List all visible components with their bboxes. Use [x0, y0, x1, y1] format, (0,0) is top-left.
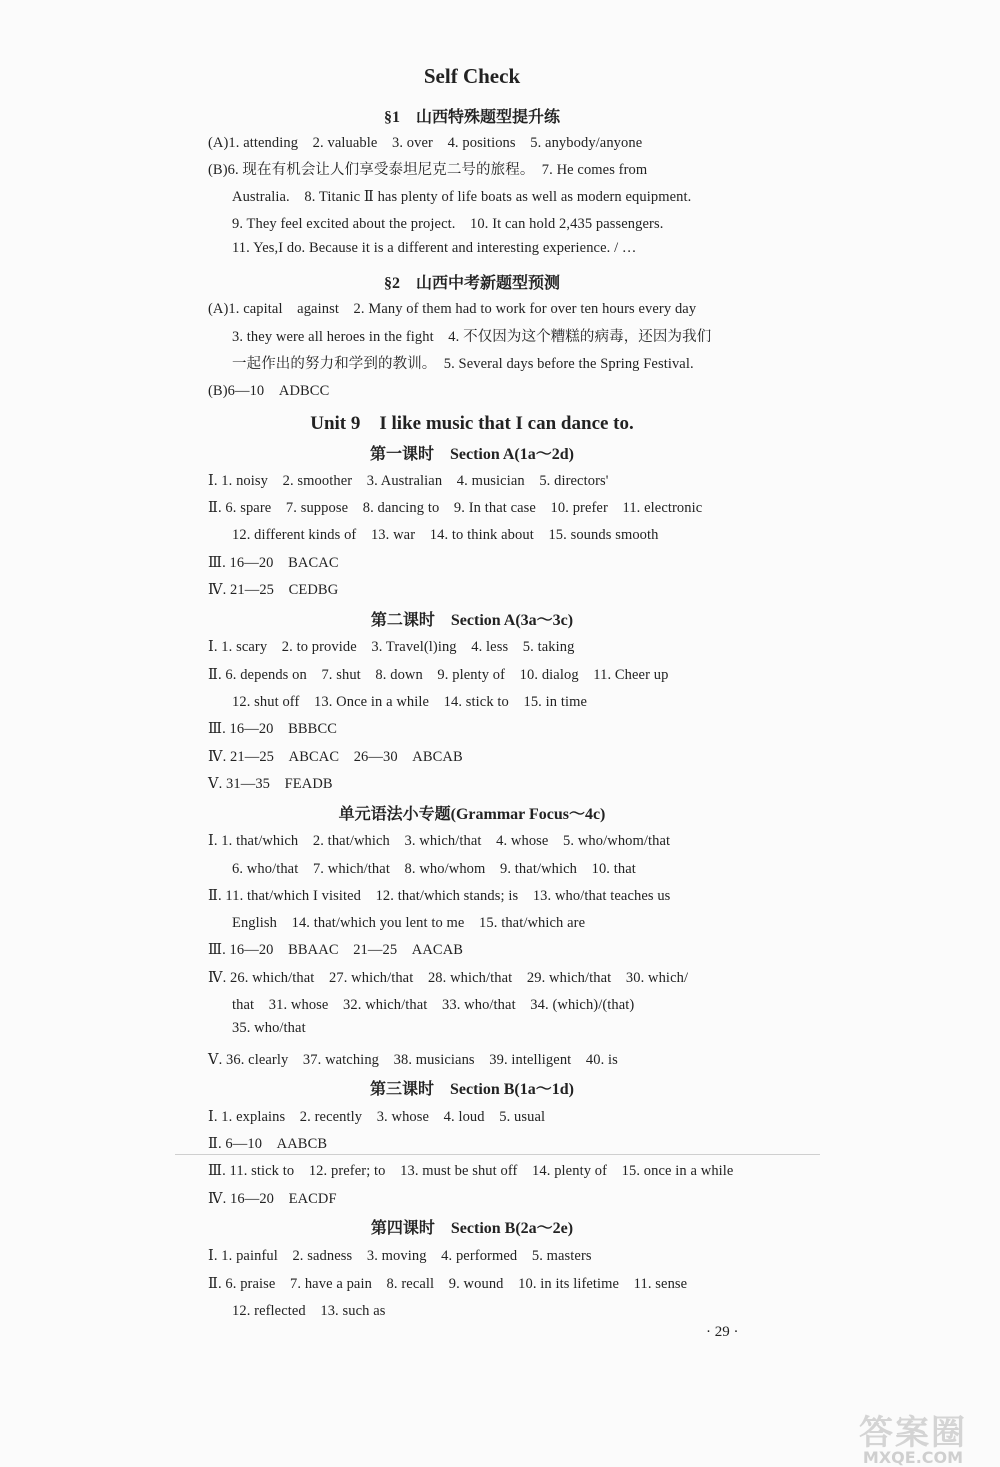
l1-line-1: Ⅰ. 1. noisy 2. smoother 3. Australian 4. musician 5. directors' — [208, 473, 609, 489]
l1-line-5: Ⅳ. 21—25 CEDBG — [208, 582, 339, 598]
watermark-logo: 答案圈 — [859, 1413, 967, 1453]
l3-line-1: Ⅰ. 1. explains 2. recently 3. whose 4. loud 5. usual — [208, 1109, 546, 1125]
s2-line-3: 一起作出的努力和学到的教训。 5. Several days before the Spring Festival. — [232, 356, 694, 372]
l1-line-3: 12. different kinds of 13. war 14. to think about 15. sounds smooth — [232, 527, 659, 543]
l2-line-6: Ⅴ. 31—35 FEADB — [208, 776, 333, 792]
s1-line-1: (A)1. attending 2. valuable 3. over 4. positions 5. anybody/anyone — [208, 135, 643, 151]
g-line-5: Ⅲ. 16—20 BBAAC 21—25 AACAB — [208, 942, 464, 958]
s1-line-5: 11. Yes,I do. Because it is a different and interesting experience. / … — [232, 240, 637, 256]
l4-line-2: Ⅱ. 6. praise 7. have a pain 8. recall 9. wound 10. in its lifetime 11. sense — [208, 1276, 688, 1292]
g-line-9: Ⅴ. 36. clearly 37. watching 38. musicians 39. intelligent 40. is — [208, 1052, 618, 1068]
grammar-heading: 单元语法小专题(Grammar Focus～4c) — [338, 806, 606, 823]
l3-line-3: Ⅲ. 11. stick to 12. prefer; to 13. must be shut off 14. plenty of 15. once in a while — [208, 1163, 734, 1179]
s1-line-2: (B)6. 现在有机会让人们享受泰坦尼克二号的旅程。 7. He comes from — [208, 162, 648, 178]
l2-line-4: Ⅲ. 16—20 BBBCC — [208, 721, 337, 737]
l2-line-1: Ⅰ. 1. scary 2. to provide 3. Travel(l)ing 4. less 5. taking — [208, 639, 575, 655]
lesson-4-heading: 第四课时 Section B(2a～2e) — [370, 1220, 574, 1237]
g-line-7: that 31. whose 32. which/that 33. who/that 34. (which)/(that) — [232, 997, 635, 1013]
page-number: · 29 · — [706, 1324, 739, 1340]
l4-line-1: Ⅰ. 1. painful 2. sadness 3. moving 4. performed 5. masters — [208, 1248, 592, 1264]
divider — [175, 1154, 820, 1155]
section-2-heading: §2 山西中考新题型预测 — [383, 275, 560, 292]
l1-line-4: Ⅲ. 16—20 BACAC — [208, 555, 339, 571]
g-line-2: 6. who/that 7. which/that 8. who/whom 9. that/which 10. that — [232, 861, 636, 877]
l3-line-2: Ⅱ. 6—10 AABCB — [208, 1136, 328, 1152]
g-line-3: Ⅱ. 11. that/which I visited 12. that/which stands; is 13. who/that teaches us — [208, 888, 671, 904]
g-line-1: Ⅰ. 1. that/which 2. that/which 3. which/that 4. whose 5. who/whom/that — [208, 833, 671, 849]
g-line-4: English 14. that/which you lent to me 15. that/which are — [232, 915, 586, 931]
watermark-url: MXQE.COM — [862, 1448, 964, 1467]
s1-line-4: 9. They feel excited about the project. 10. It can hold 2,435 passengers. — [232, 216, 664, 232]
s2-line-1: (A)1. capital against 2. Many of them had to work for over ten hours every day — [208, 301, 697, 317]
l2-line-5: Ⅳ. 21—25 ABCAC 26—30 ABCAB — [208, 749, 463, 765]
g-line-6: Ⅳ. 26. which/that 27. which/that 28. which/that 29. which/that 30. which/ — [208, 970, 689, 986]
l4-line-3: 12. reflected 13. such as — [232, 1303, 386, 1319]
lesson-2-heading: 第二课时 Section A(3a～3c) — [370, 612, 574, 629]
g-line-8: 35. who/that — [232, 1020, 306, 1036]
section-1-heading: §1 山西特殊题型提升练 — [383, 109, 560, 126]
l2-line-3: 12. shut off 13. Once in a while 14. stick to 15. in time — [232, 694, 588, 710]
s1-line-3: Australia. 8. Titanic Ⅱ has plenty of life boats as well as modern equipment. — [232, 189, 692, 205]
s2-line-4: (B)6—10 ADBCC — [208, 383, 330, 399]
page-title: Self Check — [423, 64, 521, 88]
s2-line-2: 3. they were all heroes in the fight 4. 不仅因为这个糟糕的病毒，还因为我们 — [232, 329, 712, 345]
l1-line-2: Ⅱ. 6. spare 7. suppose 8. dancing to 9. In that case 10. prefer 11. electronic — [208, 500, 703, 516]
lesson-3-heading: 第三课时 Section B(1a～1d) — [369, 1081, 574, 1098]
l2-line-2: Ⅱ. 6. depends on 7. shut 8. down 9. plenty of 10. dialog 11. Cheer up — [208, 667, 669, 683]
watermark — [838, 1405, 988, 1467]
lesson-1-heading: 第一课时 Section A(1a～2d) — [369, 446, 574, 463]
unit-heading: Unit 9 I like music that I can dance to. — [310, 413, 634, 434]
l3-line-4: Ⅳ. 16—20 EACDF — [208, 1191, 337, 1207]
